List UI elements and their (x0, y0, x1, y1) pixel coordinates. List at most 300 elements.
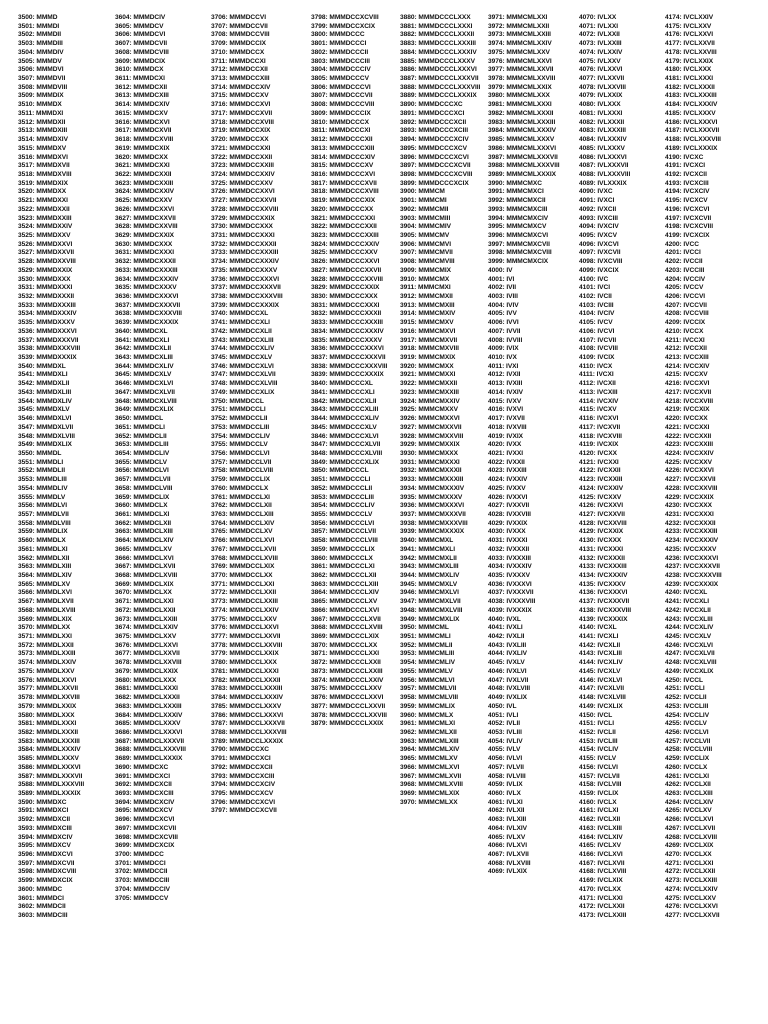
number: 4061: IVLXI (488, 798, 523, 806)
number: 4002: IVII (488, 284, 517, 292)
numeral-row (400, 101, 480, 110)
number: 3648: MMMDCXLVIII (115, 397, 177, 405)
numeral-row (18, 406, 84, 415)
numeral-row (488, 415, 560, 424)
numeral-row (579, 877, 631, 886)
number: 4134: IVCXXXIV (579, 572, 628, 579)
number: 3826: MMMDCCCXXVI (311, 258, 380, 266)
numeral-row (488, 84, 560, 93)
numeral-row (311, 293, 387, 302)
number: 4017: IVXVII (488, 415, 525, 423)
number: 4089: IVLXXXIX (579, 179, 627, 187)
number: 3635: MMMDCXXXV (115, 284, 177, 292)
numeral-row (211, 66, 287, 75)
number: 4005: IVV (488, 310, 517, 318)
number: 3698: MMMDCXCVIII (115, 833, 178, 841)
numeral-row (665, 433, 722, 442)
numeral-row (665, 389, 722, 398)
numeral-row (665, 668, 722, 677)
number: 3668: MMMDCLXVIII (115, 572, 178, 579)
numeral-row (665, 912, 722, 921)
number: 4064: IVLXIV (488, 824, 527, 832)
number: 3812: MMMDCCCXII (311, 136, 373, 144)
numeral-row (665, 816, 722, 825)
number: 4268: IVCCLXVIII (665, 833, 717, 841)
number: 4168: IVCLXVIII (579, 868, 627, 876)
number: 3832: MMMDCCCXXXII (311, 310, 382, 318)
numeral-row (579, 781, 631, 790)
numeral-row (400, 119, 480, 128)
number: 4094: IVXCIV (579, 223, 619, 231)
number: 3630: MMMDCXXX (115, 240, 173, 248)
number: 3950: MMMCML (400, 624, 449, 632)
numeral-row (211, 555, 287, 564)
numeral-row (311, 180, 387, 189)
numeral-row (211, 145, 287, 154)
numeral-row (400, 223, 480, 232)
column-8 (665, 14, 722, 921)
numeral-row (115, 868, 186, 877)
numeral-row (115, 790, 186, 799)
numeral-row (211, 92, 287, 101)
number: 3918: MMMCMXVIII (400, 345, 459, 353)
numeral-row (115, 84, 186, 93)
number: 3862: MMMDCCCLXII (311, 572, 377, 579)
numeral-row (115, 180, 186, 189)
numeral-row (311, 84, 387, 93)
numeral-row (311, 101, 387, 110)
number: 4267: IVCCLXVII (665, 824, 716, 832)
number: 3845: MMMDCCCXLV (311, 423, 377, 431)
number: 3816: MMMDCCCXVI (311, 170, 376, 178)
number: 3520: MMMDXX (18, 188, 67, 196)
numeral-row (115, 197, 186, 206)
number: 3764: MMMDCCLXIV (211, 519, 275, 527)
numeral-row (488, 563, 560, 572)
number: 4051: IVLI (488, 711, 519, 719)
number: 3817: MMMDCCCXVII (311, 179, 377, 187)
numeral-row (665, 467, 722, 476)
number: 3973: MMMCMLXXIII (488, 31, 551, 39)
numeral-row (115, 581, 186, 590)
numeral-row (18, 293, 84, 302)
numeral-row (488, 337, 560, 346)
number: 4162: IVCLXII (579, 816, 621, 824)
numeral-row (400, 23, 480, 32)
numeral-row (579, 58, 631, 67)
number: 4191: IVCXCI (665, 162, 706, 170)
number: 4188: IVCLXXXVIII (665, 136, 721, 144)
number: 3838: MMMDCCCXXXVIII (311, 362, 388, 370)
number: 3731: MMMDCCXXXI (211, 231, 275, 239)
numeral-row (665, 842, 722, 851)
number: 4229: IVCCXXIX (665, 493, 714, 501)
numeral-row (311, 712, 387, 721)
number: 4082: IVLXXXII (579, 118, 625, 126)
number: 3886: MMMDCCCLXXXVI (400, 66, 477, 74)
numeral-row (488, 860, 560, 869)
numeral-row (400, 171, 480, 180)
numeral-row (211, 49, 287, 58)
number: 4178: IVCLXXVIII (665, 48, 717, 56)
number: 4080: IVLXXX (579, 101, 621, 109)
numeral-row (665, 712, 722, 721)
number: 3643: MMMDCXLIII (115, 354, 173, 362)
number: 3702: MMMDCCII (115, 868, 168, 876)
numeral-row (579, 703, 631, 712)
numeral-row (400, 92, 480, 101)
numeral-row (488, 712, 560, 721)
numeral-row (18, 834, 84, 843)
number: 4234: IVCCXXXIV (665, 537, 719, 545)
number: 4166: IVCLXVI (579, 851, 623, 858)
number: 3837: MMMDCCCXXXVII (311, 354, 386, 362)
number: 3756: MMMDCCLVI (211, 449, 270, 457)
number: 4117: IVCXVII (579, 423, 621, 431)
numeral-row (488, 49, 560, 58)
number: 3681: MMMDCLXXXI (115, 685, 178, 693)
number: 3578: MMMDLXXVIII (18, 694, 80, 702)
number: 3980: MMMCMLXXX (488, 92, 550, 100)
numeral-row (579, 842, 631, 851)
numeral-row (665, 886, 722, 895)
numeral-row (18, 58, 84, 67)
number: 3709: MMMDCCIX (211, 40, 266, 48)
number: 3559: MMMDLIX (18, 528, 68, 536)
number: 4207: IVCCVII (665, 301, 707, 309)
numeral-row (665, 799, 722, 808)
number: 3528: MMMDXXVIII (18, 258, 76, 266)
number: 3742: MMMDCCXLII (211, 327, 272, 335)
numeral-row (488, 485, 560, 494)
numeral-row (115, 860, 186, 869)
numeral-row (211, 685, 287, 694)
numeral-row (311, 467, 387, 476)
numeral-row (18, 162, 84, 171)
numeral-row (400, 494, 480, 503)
numeral-row (18, 650, 84, 659)
numeral-row (488, 136, 560, 145)
number: 3755: MMMDCCLV (211, 441, 268, 449)
numeral-row (211, 328, 287, 337)
numeral-row (400, 136, 480, 145)
numeral-row (18, 563, 84, 572)
numeral-row (488, 284, 560, 293)
number: 3611: MMMDCXI (115, 75, 165, 83)
numeral-row (311, 119, 387, 128)
numeral-row (400, 319, 480, 328)
number: 4173: IVCLXXIII (579, 912, 627, 920)
numeral-row (18, 467, 84, 476)
number: 3934: MMMCMXXXIV (400, 484, 465, 492)
number: 4024: IVXXIV (488, 476, 528, 484)
number: 3813: MMMDCCCXIII (311, 144, 375, 152)
number: 4206: IVCCVI (665, 293, 706, 300)
numeral-row (400, 790, 480, 799)
numeral-row (211, 659, 287, 668)
number: 4123: IVCXXIII (579, 476, 623, 484)
number: 3818: MMMDCCCXVIII (311, 188, 379, 196)
number: 3967: MMMCMLXVII (400, 772, 462, 780)
numeral-row (18, 232, 84, 241)
number: 3890: MMMDCCCXC (400, 101, 463, 109)
number: 3514: MMMDXIV (18, 136, 68, 144)
numeral-row (18, 642, 84, 651)
numeral-row (18, 40, 84, 49)
number: 4262: IVCCLXII (665, 781, 711, 789)
number: 4227: IVCCXXVII (665, 476, 716, 484)
numeral-row (665, 694, 722, 703)
numeral-row (400, 197, 480, 206)
number: 3787: MMMDCCLXXXVII (211, 720, 285, 728)
numeral-row (488, 328, 560, 337)
numeral-row (579, 284, 631, 293)
number: 3786: MMMDCCLXXXVI (211, 711, 284, 719)
number: 3975: MMMCMLXXV (488, 48, 550, 56)
numeral-row (488, 694, 560, 703)
number: 3506: MMMDVI (18, 66, 64, 74)
number: 4111: IVCXI (579, 371, 614, 379)
numeral-row (211, 249, 287, 258)
number: 4181: IVCLXXXI (665, 75, 714, 83)
number: 3940: MMMCMXL (400, 537, 454, 545)
numeral-row (211, 398, 287, 407)
numeral-row (211, 746, 287, 755)
numeral-row (18, 511, 84, 520)
number: 3785: MMMDCCLXXXV (211, 702, 282, 710)
number: 3780: MMMDCCLXXX (211, 659, 277, 667)
numeral-row (579, 363, 631, 372)
numeral-row (400, 773, 480, 782)
numeral-row (311, 40, 387, 49)
number: 3708: MMMDCCVIII (211, 31, 270, 39)
number: 3951: MMMCMLI (400, 633, 451, 641)
numeral-row (115, 249, 186, 258)
number: 4171: IVCLXXI (579, 894, 623, 902)
number: 3852: MMMDCCCLII (311, 484, 373, 492)
number: 3985: MMMCMLXXXV (488, 136, 555, 144)
numeral-row (579, 581, 631, 590)
number: 3617: MMMDCXVII (115, 127, 172, 135)
number: 4213: IVCCXIII (665, 354, 709, 362)
number: 3873: MMMDCCCLXXIII (311, 667, 383, 675)
numeral-row (488, 616, 560, 625)
number: 3707: MMMDCCVII (211, 22, 268, 30)
number: 3750: MMMDCCL (211, 397, 264, 405)
numeral-row (211, 799, 287, 808)
numeral-row (18, 180, 84, 189)
numeral-row (579, 633, 631, 642)
numeral-row (311, 668, 387, 677)
number: 3733: MMMDCCXXXIII (211, 249, 279, 257)
number: 3909: MMMCMIX (400, 266, 452, 274)
numeral-row (400, 485, 480, 494)
numeral-row (115, 546, 186, 555)
number: 3653: MMMDCLIII (115, 441, 169, 449)
number: 3729: MMMDCCXXIX (211, 214, 275, 222)
number: 4205: IVCCV (665, 284, 704, 292)
numeral-row (665, 563, 722, 572)
number: 3969: MMMCMLXIX (400, 789, 460, 797)
numeral-row (579, 66, 631, 75)
number: 4138: IVCXXXVIII (579, 606, 631, 614)
number: 3646: MMMDCXLVI (115, 380, 174, 388)
numeral-row (115, 572, 186, 581)
number: 3627: MMMDCXXVII (115, 214, 176, 222)
numeral-row (311, 58, 387, 67)
number: 3612: MMMDCXII (115, 83, 168, 91)
number: 3891: MMMDCCCXCI (400, 109, 465, 117)
numeral-row (400, 441, 480, 450)
number: 4100: IVC (579, 275, 609, 283)
numeral-row (211, 773, 287, 782)
numeral-row (579, 712, 631, 721)
numeral-row (579, 511, 631, 520)
numeral-row (579, 494, 631, 503)
numeral-row (400, 781, 480, 790)
numeral-row (400, 598, 480, 607)
numeral-row (400, 712, 480, 721)
number: 3690: MMMDCXC (115, 763, 169, 771)
numeral-row (18, 215, 84, 224)
numeral-row (400, 215, 480, 224)
numeral-row (488, 476, 560, 485)
number: 3803: MMMDCCCIII (311, 57, 370, 65)
column-4 (311, 14, 387, 729)
numeral-row (115, 145, 186, 154)
number: 4007: IVVII (488, 327, 521, 335)
numeral-row (665, 197, 722, 206)
number: 3704: MMMDCCIV (115, 885, 170, 893)
numeral-row (18, 276, 84, 285)
column-1 (18, 14, 84, 921)
number: 4163: IVCLXIII (579, 824, 622, 832)
numeral-row (665, 860, 722, 869)
numeral-row (579, 746, 631, 755)
number: 3677: MMMDCLXXVII (115, 650, 180, 658)
number: 4053: IVLIII (488, 728, 522, 736)
numeral-row (579, 171, 631, 180)
numeral-row (18, 354, 84, 363)
numeral-row (665, 406, 722, 415)
number: 4233: IVCCXXXIII (665, 528, 718, 536)
numeral-row (115, 119, 186, 128)
number: 3638: MMMDCXXXVIII (115, 310, 182, 318)
numeral-row (211, 650, 287, 659)
numeral-row (579, 319, 631, 328)
numeral-row (488, 206, 560, 215)
number: 4252: IVCCLII (665, 694, 707, 702)
numeral-row (665, 729, 722, 738)
numeral-row (488, 773, 560, 782)
numeral-row (665, 790, 722, 799)
number: 3860: MMMDCCCLX (311, 554, 373, 562)
numeral-row (400, 720, 480, 729)
numeral-row (18, 31, 84, 40)
numeral-row (115, 598, 186, 607)
number: 4153: IVCLIII (579, 737, 618, 745)
number: 4119: IVCXIX (579, 441, 619, 449)
numeral-row (18, 668, 84, 677)
number: 3758: MMMDCCLVIII (211, 467, 274, 475)
numeral-row (400, 633, 480, 642)
numeral-row (488, 528, 560, 537)
numeral-row (579, 354, 631, 363)
number: 3748: MMMDCCXLVIII (211, 380, 278, 388)
number: 3930: MMMCMXXX (400, 449, 458, 457)
number: 3688: MMMDCLXXXVIII (115, 746, 186, 754)
numeral-row (311, 363, 387, 372)
number: 3581: MMMDLXXXI (18, 720, 77, 728)
number: 4108: IVCVIII (579, 345, 618, 353)
number: 3902: MMMCMII (400, 205, 449, 213)
number: 3728: MMMDCCXXVIII (211, 205, 279, 213)
number: 3601: MMMDCI (18, 894, 64, 902)
numeral-row (18, 607, 84, 616)
numeral-row (400, 424, 480, 433)
number: 3519: MMMDXIX (18, 179, 68, 187)
number: 4109: IVCIX (579, 354, 615, 362)
number: 3855: MMMDCCCLV (311, 510, 373, 518)
number: 3923: MMMCMXXIII (400, 388, 459, 396)
number: 3864: MMMDCCCLXIV (311, 589, 380, 597)
numeral-row (18, 912, 84, 921)
number: 3524: MMMDXXIV (18, 223, 73, 231)
number: 3629: MMMDCXXIX (115, 231, 174, 239)
numeral-row (488, 371, 560, 380)
numeral-row (311, 14, 387, 23)
numeral-row (211, 563, 287, 572)
numeral-row (488, 154, 560, 163)
number: 3716: MMMDCCXVI (211, 101, 271, 109)
numeral-row (211, 415, 287, 424)
number: 4116: IVCXVI (579, 415, 619, 423)
number: 4180: IVCLXXX (665, 66, 712, 74)
number: 4254: IVCCLIV (665, 711, 710, 719)
numeral-row (488, 790, 560, 799)
number: 3827: MMMDCCCXXVII (311, 266, 382, 274)
numeral-row (579, 624, 631, 633)
number: 3619: MMMDCXIX (115, 144, 170, 152)
numeral-row (18, 528, 84, 537)
numeral-row (311, 555, 387, 564)
number: 3844: MMMDCCCXLIV (311, 415, 380, 423)
numeral-row (211, 738, 287, 747)
number: 3572: MMMDLXXII (18, 641, 74, 649)
numeral-row (579, 616, 631, 625)
number: 3792: MMMDCCXCII (211, 763, 273, 771)
numeral-row (400, 799, 480, 808)
numeral-row (665, 232, 722, 241)
number: 3759: MMMDCCLIX (211, 476, 270, 484)
number: 4049: IVXLIX (488, 694, 527, 702)
number: 3906: MMMCMVI (400, 240, 452, 248)
numeral-row (311, 310, 387, 319)
numeral-row (665, 537, 722, 546)
number: 3574: MMMDLXXIV (18, 659, 77, 667)
numeral-row (488, 467, 560, 476)
number: 4000: IV (488, 266, 513, 274)
number: 4122: IVCXXII (579, 467, 621, 475)
numeral-row (665, 659, 722, 668)
numeral-row (211, 337, 287, 346)
numeral-row (488, 171, 560, 180)
number: 3512: MMMDXII (18, 118, 66, 126)
number: 4074: IVLXXIV (579, 48, 623, 56)
number: 4050: IVL (488, 702, 517, 710)
number: 4194: IVCXCIV (665, 188, 710, 196)
number: 3912: MMMCMXII (400, 293, 453, 300)
